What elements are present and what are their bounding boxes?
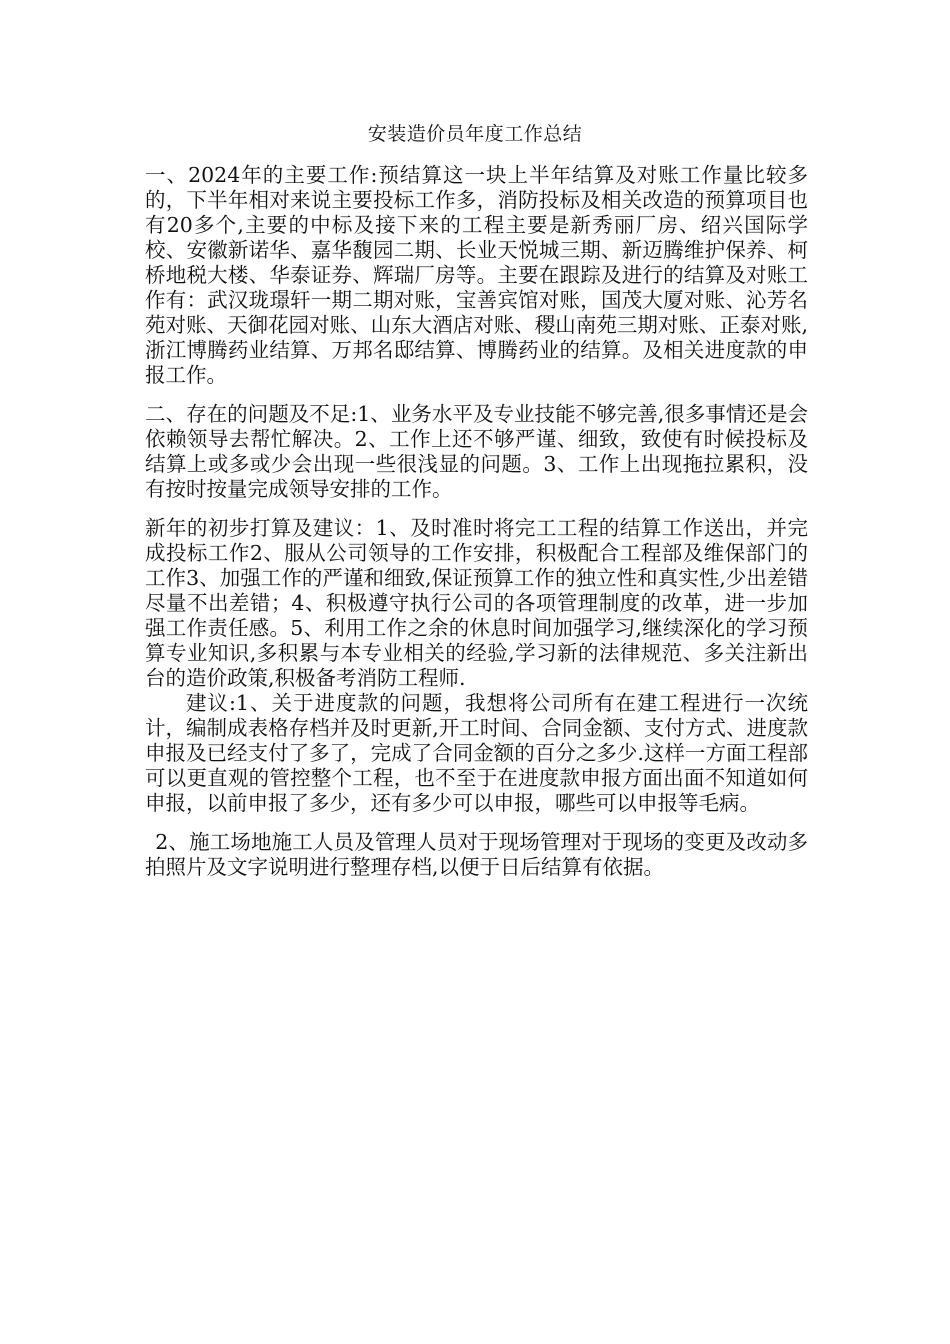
paragraph-problems: 二、存在的问题及不足:1、业务水平及专业技能不够完善,很多事情还是会依赖领导去帮忙解决。2、工作上还不够严谨、细致，致使有时候投标及结算上或多或少会出现一些很浅显的问题。3、工作上出现拖拉累积，没有按时按量完成领导安排的工作。 xyxy=(145,402,808,501)
document-body xyxy=(145,163,808,880)
document-title: 安装造价员年度工作总结 xyxy=(367,123,583,145)
paragraph-suggestion-2: 2、施工场地施工人员及管理人员对于现场管理对于现场的变更及改动多拍照片及文字说明进行整理存档,以便于日后结算有依据。 xyxy=(145,830,808,879)
paragraph-main-work: 一、2024年的主要工作:预结算这一块上半年结算及对账工作量比较多的，下半年相对来说主要投标工作多，消防投标及相关改造的预算项目也有20多个,主要的中标及接下来的工程主要是新秀丽厂房、绍兴国际学校、安徽新诺华、嘉华馥园二期、长业天悦城三期、新迈腾维护保养、柯桥地税大楼、华泰证券、辉瑞厂房等。主要在跟踪及进行的结算及对账工作有：武汉珑璟轩一期二期对账，宝善宾馆对账，国茂大厦对账、沁芳名苑对账、天御花园对账、山东大酒店对账、稷山南苑三期对账、正泰对账,浙江博腾药业结算、万邦名邸结算、博腾药业的结算。及相关进度款的申报工作。 xyxy=(145,163,808,387)
paragraph-suggestion-1: 建议:1、关于进度款的问题，我想将公司所有在建工程进行一次统计，编制成表格存档并及时更新,开工时间、合同金额、支付方式、进度款申报及已经支付了多了，完成了合同金额的百分之多少.这样一方面工程部可以更直观的管控整个工程，也不至于在进度款申报方面出面不知道如何申报，以前申报了多少，还有多少可以申报，哪些可以申报等毛病。 xyxy=(145,691,808,815)
paragraph-new-year-plan: 新年的初步打算及建议：1、及时准时将完工工程的结算工作送出，并完成投标工作2、服从公司领导的工作安排，积极配合工程部及维保部门的工作3、加强工作的严谨和细致,保证预算工作的独立性和真实性,少出差错尽量不出差错；4、积极遵守执行公司的各项管理制度的改革，进一步加强工作责任感。5、利用工作之余的休息时间加强学习,继续深化的学习预算专业知识,多积累与本专业相关的经验,学习新的法律规范、多关注新出台的造价政策,积极备考消防工程师. xyxy=(145,516,808,690)
